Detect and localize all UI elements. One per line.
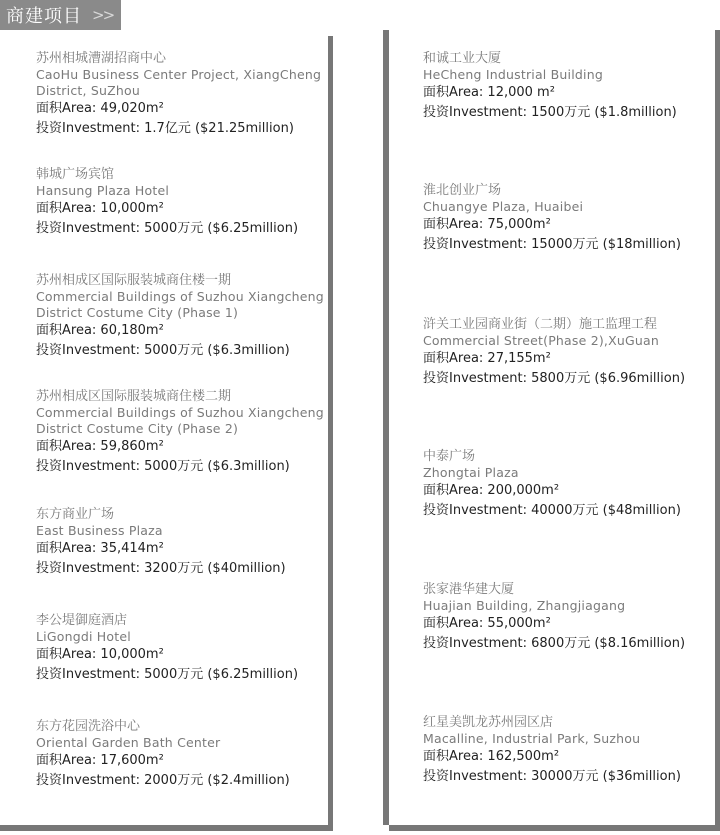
- project-investment: 投资Investment: 2000万元 ($2.4million): [36, 773, 290, 788]
- project-name-en: Commercial Buildings of Suzhou Xiangcheng District Costume City (Phase 2): [36, 405, 324, 436]
- project-name-zh: 东方商业广场: [36, 507, 115, 522]
- project-item: [36, 718, 328, 791]
- project-investment: 投资Investment: 5000万元 ($6.25million): [36, 221, 299, 236]
- project-name-en: Hansung Plaza Hotel: [36, 183, 170, 198]
- project-item: [423, 50, 713, 123]
- project-name-en: HeCheng Industrial Building: [423, 67, 603, 82]
- project-area: 面积Area: 200,000m²: [423, 483, 560, 498]
- project-investment: 投资Investment: 1500万元 ($1.8million): [423, 105, 677, 120]
- project-name-en: Commercial Buildings of Suzhou Xiangcheng District Costume City (Phase 1): [36, 289, 324, 320]
- project-name-en: LiGongdi Hotel: [36, 629, 131, 644]
- section-title: 商建项目: [6, 6, 82, 27]
- project-item: [423, 581, 713, 654]
- project-name-en: Chuangye Plaza, Huaibei: [423, 199, 584, 214]
- project-name-en: Huajian Building, Zhangjiagang: [423, 598, 626, 613]
- project-investment: 投资Investment: 15000万元 ($18million): [423, 237, 681, 252]
- project-item: [36, 388, 328, 477]
- project-investment: 投资Investment: 5000万元 ($6.3million): [36, 343, 290, 358]
- project-item: [36, 506, 328, 579]
- project-name-en: Oriental Garden Bath Center: [36, 735, 221, 750]
- project-item: [423, 182, 713, 255]
- project-name-zh: 苏州相成区国际服装城商住楼二期: [36, 389, 232, 404]
- project-name-zh: 浒关工业园商业街（二期）施工监理工程: [423, 317, 658, 332]
- project-name-en: Zhongtai Plaza: [423, 465, 519, 480]
- project-item: [423, 448, 713, 521]
- project-investment: 投资Investment: 3200万元 ($40million): [36, 561, 286, 576]
- project-name-zh: 中泰广场: [423, 449, 476, 464]
- project-name-en: East Business Plaza: [36, 523, 163, 538]
- project-area: 面积Area: 60,180m²: [36, 323, 164, 338]
- project-area: 面积Area: 55,000m²: [423, 616, 551, 631]
- project-investment: 投资Investment: 5000万元 ($6.25million): [36, 667, 299, 682]
- project-area: 面积Area: 27,155m²: [423, 351, 551, 366]
- chevron-right-icon: >>: [92, 6, 114, 24]
- project-list-right: [389, 30, 720, 831]
- project-name-zh: 韩城广场宾馆: [36, 167, 115, 182]
- project-list-left: [0, 30, 333, 831]
- project-name-en: Commercial Street(Phase 2),XuGuan: [423, 333, 659, 348]
- project-investment: 投资Investment: 40000万元 ($48million): [423, 503, 681, 518]
- project-name-zh: 东方花园洗浴中心: [36, 719, 141, 734]
- project-area: 面积Area: 162,500m²: [423, 749, 560, 764]
- project-area: 面积Area: 35,414m²: [36, 541, 164, 556]
- project-investment: 投资Investment: 6800万元 ($8.16million): [423, 636, 686, 651]
- project-investment: 投资Investment: 1.7亿元 ($21.25million): [36, 121, 294, 136]
- project-name-en: CaoHu Business Center Project, XiangCheng District, SuZhou: [36, 67, 322, 98]
- project-item: [36, 166, 328, 239]
- project-investment: 投资Investment: 5800万元 ($6.96million): [423, 371, 686, 386]
- project-name-zh: 淮北创业广场: [423, 183, 502, 198]
- project-name-zh: 张家港华建大厦: [423, 582, 515, 597]
- project-area: 面积Area: 10,000m²: [36, 647, 164, 662]
- project-item: [36, 612, 328, 685]
- project-area: 面积Area: 17,600m²: [36, 753, 164, 768]
- project-name-zh: 李公堤御庭酒店: [36, 613, 128, 628]
- project-area: 面积Area: 75,000m²: [423, 217, 551, 232]
- project-name-zh: 和诚工业大厦: [423, 51, 502, 66]
- project-item: [423, 316, 713, 389]
- project-item: [423, 714, 713, 787]
- project-area: 面积Area: 12,000 m²: [423, 85, 555, 100]
- project-area: 面积Area: 49,020m²: [36, 101, 164, 116]
- project-area: 面积Area: 10,000m²: [36, 201, 164, 216]
- section-title-tab: [0, 0, 121, 30]
- project-name-zh: 苏州相城漕湖招商中心: [36, 51, 167, 66]
- project-name-zh: 红星美凯龙苏州园区店: [423, 715, 554, 730]
- project-investment: 投资Investment: 5000万元 ($6.3million): [36, 459, 290, 474]
- project-item: [36, 50, 328, 139]
- project-name-en: Macalline, Industrial Park, Suzhou: [423, 731, 641, 746]
- project-area: 面积Area: 59,860m²: [36, 439, 164, 454]
- project-name-zh: 苏州相成区国际服装城商住楼一期: [36, 273, 232, 288]
- project-investment: 投资Investment: 30000万元 ($36million): [423, 769, 681, 784]
- project-item: [36, 272, 328, 361]
